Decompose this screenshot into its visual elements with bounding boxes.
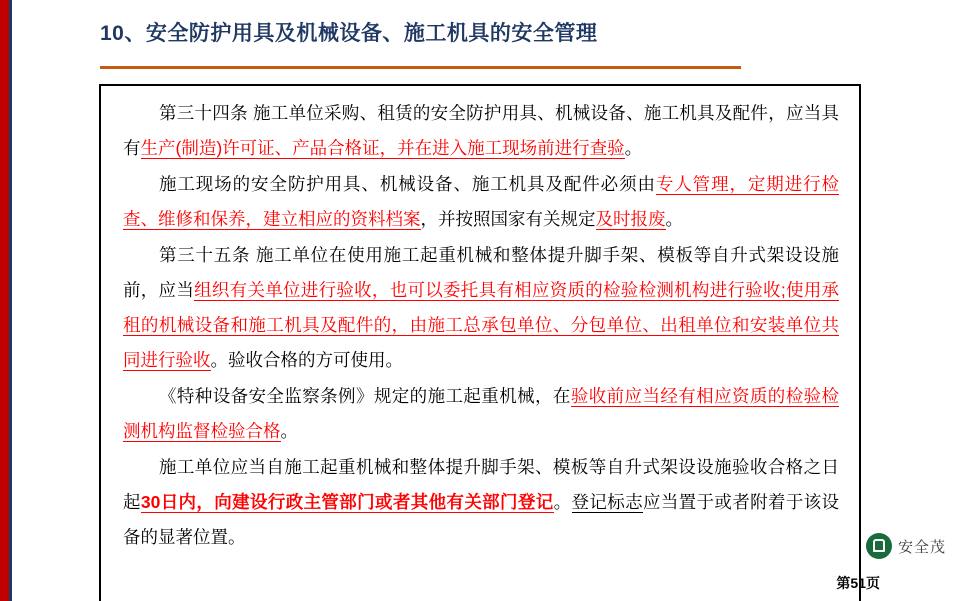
p4-seg1: 《特种设备安全监察条例》规定的施工起重机械，在 [159,386,571,406]
p2-highlight-1: 专人管理，定期进行检查、维修和保养，建立相应的资料档案 [123,174,839,229]
title-underline-rule [100,66,741,69]
p1-seg4: 。 [624,138,643,158]
p1-highlight: 生产(制造)许可证、产品合格证，并在进入施工现场前进行查验 [140,138,625,158]
p4-seg3: 。 [280,421,298,441]
p4-highlight: 验收前应当经有相应资质的检验检测机构监督检验合格 [123,386,840,441]
p1-seg1: 第三十四条 施工单位采购、租赁的安全防护用具、机械设备、施工机具及配件， [159,103,786,123]
watermark-label: 安全茂 [897,538,946,556]
p2-seg3: ，并按照国家有关规定 [420,209,596,229]
watermark [866,533,946,559]
p3-seg3: 。验收合格的方可使用。 [210,350,403,370]
page-number: 第51页 [836,575,880,591]
page-title: 10、安全防护用具及机械设备、施工机具的安全管理 [100,22,598,45]
lock-icon [866,533,892,559]
paragraph-site-management [123,167,839,237]
paragraph-registration [123,450,839,555]
left-accent-bar-red [0,0,9,601]
paragraph-article-35 [123,238,839,378]
p5-seg3: 。 [553,492,572,512]
p2-seg5: 。 [665,209,683,229]
p5-highlight: 30日内，向建设行政主管部门或者其他有关部门登记 [140,492,554,512]
p3-seg1: 第三十五条 施工单位在使用施工起重机械和整体提升脚手架、模板等自升式架设设施前，应当 [123,245,839,300]
p3-highlight: 组织有关单位进行验收，也可以委托具有相应资质的检验检测机构进行验收;使用承租的机械设备和施工机具及配件的，由施工总承包单位、分包单位、出租单位和安装单位共同进行验收 [123,280,840,370]
p5-seg1: 施工单位应当自施工起重机械和整体提升脚手架、模板等自升式架设设施验收合格之日起 [123,457,839,512]
p5-seg5: 应当置于或者附着于该设备的显著位置。 [123,492,840,547]
page-title-container [100,20,740,48]
paragraph-article-34 [123,96,839,166]
content-body [99,84,861,601]
p2-highlight-2: 及时报废 [595,209,666,229]
p2-seg1: 施工现场的安全防护用具、机械设备、施工机具及配件必须由 [159,174,656,194]
left-accent-bar-blue [9,0,12,601]
p1-seg2: 应当具有 [123,103,840,158]
paragraph-special-equipment [123,379,839,449]
p5-underline-black: 登记标志 [571,492,643,512]
